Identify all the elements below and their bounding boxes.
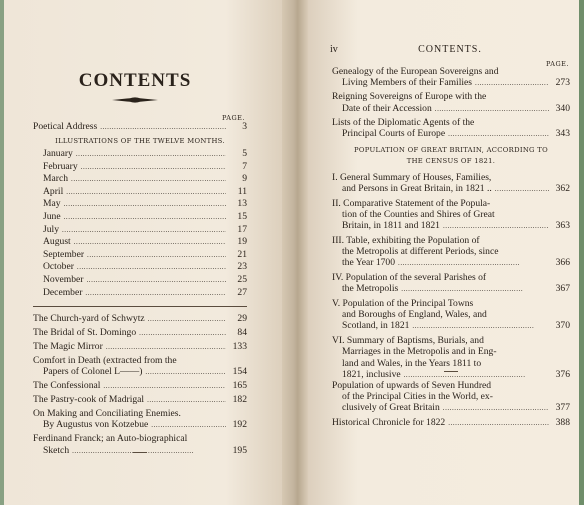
entry-page: 25 (237, 273, 247, 285)
entry-label: February (43, 160, 78, 172)
entry-label: Poetical Address (33, 121, 98, 132)
leader-dots (87, 249, 226, 262)
toc-entry (332, 91, 570, 114)
entry-page: 84 (237, 326, 247, 338)
toc-row (33, 224, 247, 237)
entry-label: March (43, 173, 69, 185)
entry-line: the Metropolis (342, 283, 399, 295)
entry-line: II. Comparative Statement of the Popula- (332, 197, 491, 209)
entry-line: Principal Courts of Europe (342, 128, 446, 140)
entry-page: 376 (555, 368, 570, 380)
leader-dots (443, 402, 549, 414)
toc-row (33, 236, 247, 249)
entry-page: 27 (237, 286, 247, 298)
entry-line: IV. Population of the several Parishes of (332, 272, 487, 284)
toc-row (33, 287, 247, 300)
entry-page: 21 (237, 248, 247, 260)
entry-page: 377 (555, 402, 570, 414)
leader-dots (85, 287, 226, 300)
entry-page: 19 (237, 236, 247, 248)
running-title: CONTENTS. (418, 44, 482, 55)
entry-page: 29 (237, 313, 247, 324)
toc-entry (332, 172, 570, 195)
book-gutter (282, 0, 308, 505)
entry-page: 370 (555, 320, 570, 332)
entry-line: III. Table, exhibiting the Population of (332, 235, 480, 247)
entry-line: The Church-yard of Schwytz (33, 313, 145, 324)
toc-entry (33, 355, 247, 379)
entry-line: the Metropolis at different Periods, since (342, 246, 499, 258)
end-rule (133, 452, 147, 453)
entry-page: 366 (555, 257, 570, 269)
entry-line: tion of the Counties and Shires of Great (342, 209, 495, 221)
toc-entry (332, 298, 570, 333)
leader-dots (64, 198, 226, 211)
entry-page: 7 (242, 160, 247, 172)
entry-page: 133 (232, 340, 247, 352)
entry-line: Date of their Accession (342, 102, 432, 114)
entry-last-line (332, 417, 570, 429)
right-page-edge (579, 0, 584, 505)
entry-page: 9 (242, 173, 247, 185)
entry-line: On Making and Conciliating Enemies. (33, 407, 181, 419)
leader-dots (448, 417, 549, 429)
entry-page: 195 (232, 444, 247, 456)
right-page (308, 0, 584, 505)
stories-list (33, 313, 247, 458)
toc-entry (33, 408, 247, 432)
leader-dots (87, 274, 227, 287)
entry-line: The Pastry-cook of Madrigal (33, 393, 145, 405)
entry-label: August (43, 236, 71, 248)
entry-line: Population of upwards of Seven Hundred (332, 380, 492, 391)
toc-entry (332, 272, 570, 295)
entry-line: I. General Summary of Houses, Families, (332, 172, 492, 183)
entry-page: 165 (232, 380, 247, 392)
entry-page: 5 (242, 148, 247, 159)
toc-row (33, 198, 247, 211)
population-heading-2: THE CENSUS OF 1821. (406, 157, 496, 165)
leader-dots (106, 341, 226, 353)
entry-line: Living Members of their Families (342, 77, 473, 89)
toc-row (33, 274, 247, 287)
entry-last-line (332, 128, 570, 140)
contents-title: CONTENTS (78, 70, 192, 91)
entry-line: and Boroughs of England, Wales, and (342, 309, 487, 321)
leader-dots (66, 186, 226, 199)
sovereigns-list (332, 66, 570, 142)
toc-entry (332, 198, 570, 233)
entry-last-line (332, 103, 570, 115)
entry-page: 17 (237, 223, 247, 235)
toc-entry (33, 327, 247, 339)
leader-dots (64, 211, 226, 224)
toc-entry (33, 380, 247, 392)
toc-entry (33, 433, 247, 457)
ornament-dash-icon (112, 95, 158, 105)
leader-dots (103, 380, 226, 392)
entry-line: Comfort in Death (extracted from the (33, 354, 177, 366)
entry-last-line (33, 394, 247, 406)
leader-dots (412, 320, 549, 332)
entry-page: 363 (555, 220, 570, 232)
entry-last-line (332, 220, 570, 232)
entry-label: June (43, 210, 61, 222)
toc-row (33, 186, 247, 199)
entry-page: 23 (237, 261, 247, 273)
entry-page: 3 (242, 121, 247, 132)
toc-entry (33, 313, 247, 325)
leader-dots (72, 445, 226, 457)
entry-last-line (33, 380, 247, 392)
entry-line: Scotland, in 1821 (342, 320, 410, 332)
entry-page: 182 (232, 393, 247, 405)
entry-label: December (43, 286, 83, 298)
toc-entry (332, 66, 570, 89)
population-heading-1: POPULATION OF GREAT BRITAIN, ACCORDING TO (354, 146, 548, 154)
entry-line: By Augustus von Kotzebue (43, 419, 149, 431)
toc-row (33, 173, 247, 186)
entry-page: 388 (555, 416, 570, 428)
toc-entry (33, 394, 247, 406)
left-page (0, 0, 282, 505)
entry-last-line (332, 402, 570, 414)
entry-page: 192 (232, 419, 247, 431)
leader-dots (398, 257, 549, 269)
entry-last-line (332, 77, 570, 89)
leader-dots (81, 161, 226, 174)
entry-line: clusively of Great Britain (342, 402, 440, 414)
entry-line: Historical Chronicle for 1822 (332, 416, 446, 428)
entry-page: 15 (237, 210, 247, 222)
entry-label: April (43, 185, 64, 197)
months-list (33, 148, 247, 299)
leader-dots (100, 121, 226, 133)
toc-row (33, 211, 247, 224)
toc-row (33, 249, 247, 262)
entry-line: of the Principal Cities in the World, ex- (342, 391, 493, 403)
toc-entry (332, 380, 570, 415)
entry-label: May (43, 198, 61, 210)
toc-row (33, 161, 247, 174)
leader-dots (151, 419, 226, 431)
entry-last-line (332, 183, 570, 195)
leader-dots (62, 224, 226, 237)
leader-dots (145, 366, 226, 378)
poetical-address-entry (33, 121, 247, 133)
leader-dots (495, 183, 549, 195)
entry-line: Britain, in 1811 and 1821 (342, 220, 440, 232)
months-heading: ILLUSTRATIONS OF THE TWELVE MONTHS. (55, 137, 225, 145)
entry-last-line (33, 445, 247, 457)
toc-row (33, 148, 247, 161)
entry-page: 343 (555, 128, 570, 140)
entry-line: Ferdinand Franck; an Auto-biographical (33, 433, 188, 445)
entry-last-line (33, 313, 247, 325)
entry-last-line (332, 257, 570, 269)
entry-line: The Confessional (33, 380, 101, 392)
leader-dots (475, 77, 549, 89)
entry-line: Lists of the Diplomatic Agents of the (332, 116, 475, 128)
entry-label: July (43, 223, 59, 235)
entry-label: October (43, 261, 74, 273)
entry-line: Papers of Colonel L——) (43, 366, 143, 378)
leader-dots (443, 220, 549, 232)
entry-line: Reigning Sovereigns of Europe with the (332, 91, 487, 103)
entry-last-line (33, 366, 247, 378)
entry-line: V. Population of the Principal Towns (332, 298, 474, 310)
entry-last-line (33, 341, 247, 353)
page-number: iv (330, 44, 338, 55)
leader-dots (71, 173, 226, 186)
entry-line: Marriages in the Metropolis and in Eng- (342, 346, 497, 358)
entry-page: 154 (232, 366, 247, 378)
entry-line: the Year 1700 (342, 257, 396, 269)
entry-line: land and Wales, in the Years 1811 to (342, 357, 482, 369)
entry-line: The Bridal of St. Domingo (33, 326, 137, 338)
toc-entry (332, 417, 570, 429)
entry-page: 11 (237, 185, 247, 197)
entry-label: November (43, 273, 84, 285)
left-page-label: PAGE. (222, 114, 245, 122)
toc-row (33, 261, 247, 274)
toc-entry (332, 335, 570, 381)
chronicle-list (332, 380, 570, 431)
entry-page: 367 (555, 283, 570, 295)
toc-entry (332, 117, 570, 140)
toc-entry (332, 235, 570, 270)
entry-page: 340 (555, 102, 570, 114)
census-list (332, 172, 570, 383)
entry-line: VI. Summary of Baptisms, Burials, and (332, 335, 484, 347)
entry-line: 1821, inclusive (342, 368, 401, 380)
entry-last-line (33, 327, 247, 339)
entry-label: September (43, 248, 85, 260)
entry-page: 362 (555, 183, 570, 195)
leader-dots (148, 313, 226, 325)
entry-last-line (33, 419, 247, 431)
section-rule-short (444, 371, 458, 372)
entry-line: Genealogy of the European Sovereigns and (332, 66, 499, 77)
toc-entry (33, 341, 247, 353)
leader-dots (76, 148, 226, 161)
entry-line: The Magic Mirror (33, 340, 103, 352)
entry-line: Sketch (43, 444, 70, 456)
entry-label: January (43, 148, 73, 159)
leader-dots (74, 236, 226, 249)
leader-dots (401, 283, 549, 295)
right-page-label: PAGE. (546, 60, 569, 68)
entry-line: and Persons in Great Britain, in 1821 .. (342, 183, 492, 195)
entry-last-line (332, 283, 570, 295)
leader-dots (448, 128, 549, 140)
entry-page: 13 (237, 198, 247, 210)
leader-dots (139, 327, 226, 339)
leader-dots (435, 103, 549, 115)
section-rule (33, 306, 247, 307)
leader-dots (77, 261, 226, 274)
leader-dots (147, 394, 226, 406)
entry-last-line (332, 320, 570, 332)
entry-page: 273 (555, 77, 570, 89)
